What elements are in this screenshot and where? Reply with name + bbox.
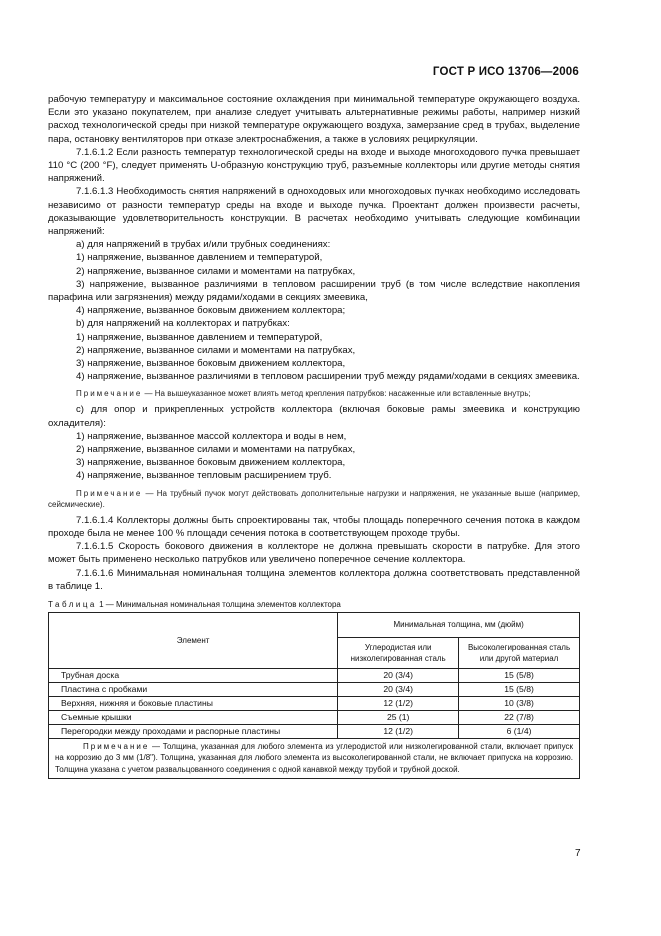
page-content <box>48 93 580 779</box>
cell-alloy: 15 (5/8) <box>459 682 580 696</box>
cell-carbon: 20 (3/4) <box>338 682 459 696</box>
cell-alloy: 22 (7/8) <box>459 710 580 724</box>
note-2 <box>48 488 580 510</box>
table-row <box>49 682 580 696</box>
note-text: — На трубный пучок могут действовать дополнительные нагрузки и напряжения, не указанные выше (например, сейсмические). <box>48 488 580 509</box>
list-item: 1) напряжение, вызванное давлением и температурой, <box>76 252 323 264</box>
list-item: 2) напряжение, вызванное силами и моментами на патрубках, <box>76 344 356 356</box>
list-item: 2) напряжение, вызванное силами и моментами на патрубках, <box>76 444 356 456</box>
list-a-heading: а) для напряжений в трубах и/или трубных соединениях: <box>76 239 331 251</box>
header-alloy-steel: Высоколегированная сталь или другой материал <box>459 637 580 668</box>
table-row <box>49 696 580 710</box>
cell-element: Верхняя, нижняя и боковые пластины <box>49 696 338 710</box>
table-note-label: Примечание <box>83 741 150 751</box>
cell-element: Перегородки между проходами и распорные пластины <box>49 724 338 738</box>
table-caption-label: Таблица <box>48 599 97 609</box>
list-b-heading: b) для напряжений на коллекторах и патрубках: <box>76 318 290 330</box>
cell-alloy: 6 (1/4) <box>459 724 580 738</box>
cell-alloy: 10 (3/8) <box>459 696 580 710</box>
table-header-row <box>49 612 580 637</box>
list-item: 4) напряжение, вызванное боковым движением коллектора; <box>76 305 346 317</box>
table-note <box>49 738 580 779</box>
list-c-heading: c) для опор и прикрепленных устройств коллектора (включая боковые рамы змеевика и конструкцию охладителя): <box>48 404 580 429</box>
paragraph-7-1-6-1-3: 7.1.6.1.3 Необходимость снятия напряжений в одноходовых или многоходовых пучках необходимо исследовать независимо от разности температур среды на входе и выходе пучка. Проектант должен произвести расчеты, доказывающие удовлетворительность конструкции. В расчетах необходимо учитывать следующие комбинации напряжений: <box>48 186 580 238</box>
paragraph-7-1-6-1-2: 7.1.6.1.2 Если разность температур технологической среды на входе и выходе многоходового пучка превышает 110 °C (200 °F), следует применять U-образную конструкцию труб, разъемные коллекторы или другие методы снятия напряжений. <box>48 146 580 185</box>
cell-element: Пластина с пробками <box>49 682 338 696</box>
paragraph-7-1-6-1-5: 7.1.6.1.5 Скорость бокового движения в коллекторе не должна превышать скорости в патрубке. Для этого может быть применено несколько патрубков или увеличено поперечное сечение коллектора. <box>48 541 580 566</box>
note-label: Примечание <box>76 389 143 399</box>
note-text: — На вышеуказанное может влиять метод крепления патрубков: насаженные или вставленные внутрь; <box>142 389 531 399</box>
note-label: Примечание <box>76 488 143 498</box>
list-item: 4) напряжение, вызванное тепловым расширением труб. <box>76 470 332 482</box>
cell-element: Съемные крышки <box>49 710 338 724</box>
page-number: 7 <box>575 848 581 859</box>
list-item: 1) напряжение, вызванное массой коллектора и воды в нем, <box>76 430 347 442</box>
list-item: 4) напряжение, вызванное различиями в тепловом расширении труб между рядами/ходами в секциях змеевика. <box>76 371 580 383</box>
cell-carbon: 25 (1) <box>338 710 459 724</box>
table-note-row <box>49 738 580 779</box>
header-element: Элемент <box>49 612 338 668</box>
paragraph-continuation: рабочую температуру и максимальное состояние охлаждения при минимальной температуре окружающего воздуха. Если это указано покупателем, при анализе следует учитывать альтернативные режимы работы, например низкий расход технологической среды при низкой температуре окружающего воздуха, замерзание сред в трубах, выделение пара, остановку вентиляторов при отказе электроснабжения, а также в условиях рециркуляции. <box>48 94 580 145</box>
list-item: 3) напряжение, вызванное боковым движением коллектора, <box>76 358 346 370</box>
cell-element: Трубная доска <box>49 668 338 682</box>
list-item: 3) напряжение, вызванное различиями в тепловом расширении труб (в том числе вследствие накопления парафина или загрязнения) между рядами/ходами в секциях змеевика, <box>48 278 580 304</box>
thickness-table <box>48 612 580 780</box>
table-row <box>49 710 580 724</box>
paragraph-7-1-6-1-6: 7.1.6.1.6 Минимальная номинальная толщина элементов коллектора должна соответствовать представленной в таблице 1. <box>48 567 580 592</box>
header-carbon-steel: Углеродистая или низколегированная сталь <box>338 637 459 668</box>
table-note-text: — Толщина, указанная для любого элемента из углеродистой или низколегированной стали, включает припуск на коррозию до 3 мм (1/8"). Толщина, указанная для любого элемента из высоколегированной стали, не включает припуска на коррозию. Толщина указана с учетом развальцованного соединения с одной канавкой между трубой и трубной доской. <box>55 741 573 774</box>
header-min-thickness: Минимальная толщина, мм (дюйм) <box>338 612 580 637</box>
note-1 <box>48 388 580 399</box>
paragraph-7-1-6-1-4: 7.1.6.1.4 Коллекторы должны быть спроектированы так, чтобы площадь поперечного сечения потока в каждом проходе была не менее 100 % площади сечения потока в соответствующем проходе трубы. <box>48 514 580 539</box>
cell-alloy: 15 (5/8) <box>459 668 580 682</box>
cell-carbon: 20 (3/4) <box>338 668 459 682</box>
list-item: 1) напряжение, вызванное давлением и температурой, <box>76 331 323 343</box>
table-caption <box>48 599 580 610</box>
list-item: 2) напряжение, вызванное силами и моментами на патрубках, <box>76 265 356 277</box>
document-code-header: ГОСТ Р ИСО 13706—2006 <box>432 66 579 78</box>
list-item: 3) напряжение, вызванное боковым движением коллектора, <box>76 457 346 469</box>
table-row <box>49 668 580 682</box>
table-row <box>49 724 580 738</box>
cell-carbon: 12 (1/2) <box>338 696 459 710</box>
cell-carbon: 12 (1/2) <box>338 724 459 738</box>
table-caption-text: 1 — Минимальная номинальная толщина элементов коллектора <box>96 599 341 609</box>
